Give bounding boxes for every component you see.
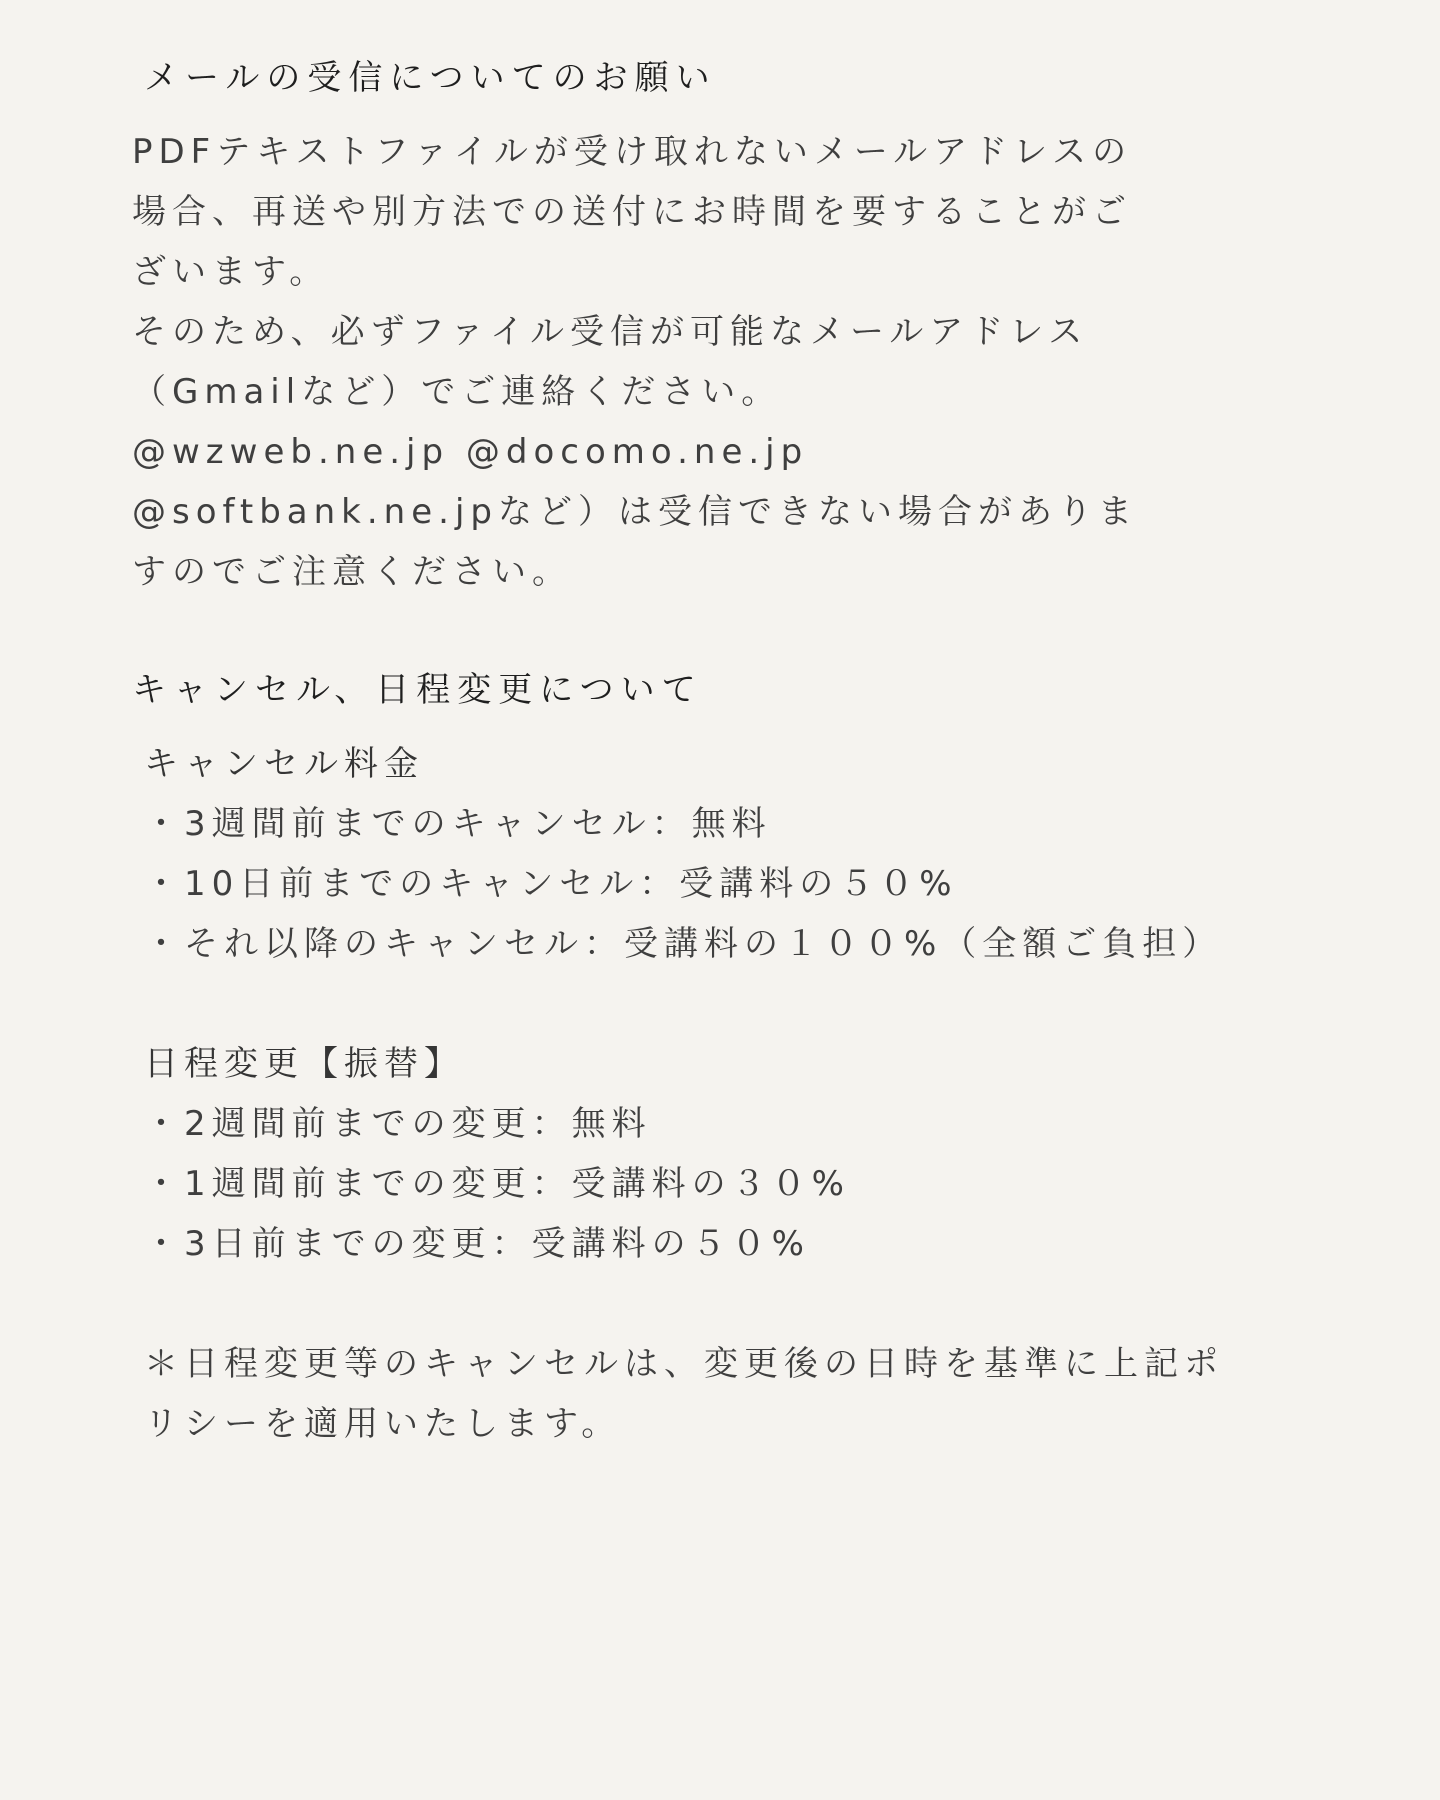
mail-text-line-4: そのため、必ずファイル受信が可能なメールアドレス xyxy=(132,312,1089,352)
reschedule-heading: 日程変更【振替】 xyxy=(144,1044,464,1084)
cancel-fee-item-2: ・10日前までのキャンセル：受講料の５０% xyxy=(144,864,958,904)
policy-note-line-2: リシーを適用いたします。 xyxy=(144,1404,622,1444)
mail-section-heading: メールの受信についてのお願い xyxy=(144,58,717,98)
policy-note-line-1: ＊日程変更等のキャンセルは、変更後の日時を基準に上記ポ xyxy=(144,1344,1224,1384)
mail-text-line-7: @softbank.ne.jpなど）は受信できない場合がありま xyxy=(132,492,1138,532)
mail-text-line-6: @wzweb.ne.jp @docomo.ne.jp xyxy=(132,432,809,472)
reschedule-item-3: ・3日前までの変更：受講料の５０% xyxy=(144,1224,810,1264)
cancel-fee-heading: キャンセル料金 xyxy=(144,744,424,784)
mail-text-line-5: （Gmailなど）でご連絡ください。 xyxy=(132,372,782,412)
reschedule-item-2: ・1週間前までの変更：受講料の３０% xyxy=(144,1164,850,1204)
mail-text-line-8: すのでご注意ください。 xyxy=(132,552,572,592)
mail-text-line-2: 場合、再送や別方法での送付にお時間を要することがご xyxy=(132,192,1132,232)
mail-text-line-1: PDFテキストファイルが受け取れないメールアドレスの xyxy=(132,132,1133,172)
cancel-section-heading: キャンセル、日程変更について xyxy=(132,670,703,710)
cancel-fee-item-3: ・それ以降のキャンセル：受講料の１００%（全額ご負担） xyxy=(144,924,1223,964)
reschedule-item-1: ・2週間前までの変更：無料 xyxy=(144,1104,652,1144)
cancel-fee-item-1: ・3週間前までのキャンセル：無料 xyxy=(144,804,772,844)
mail-text-line-3: ざいます。 xyxy=(132,252,330,292)
